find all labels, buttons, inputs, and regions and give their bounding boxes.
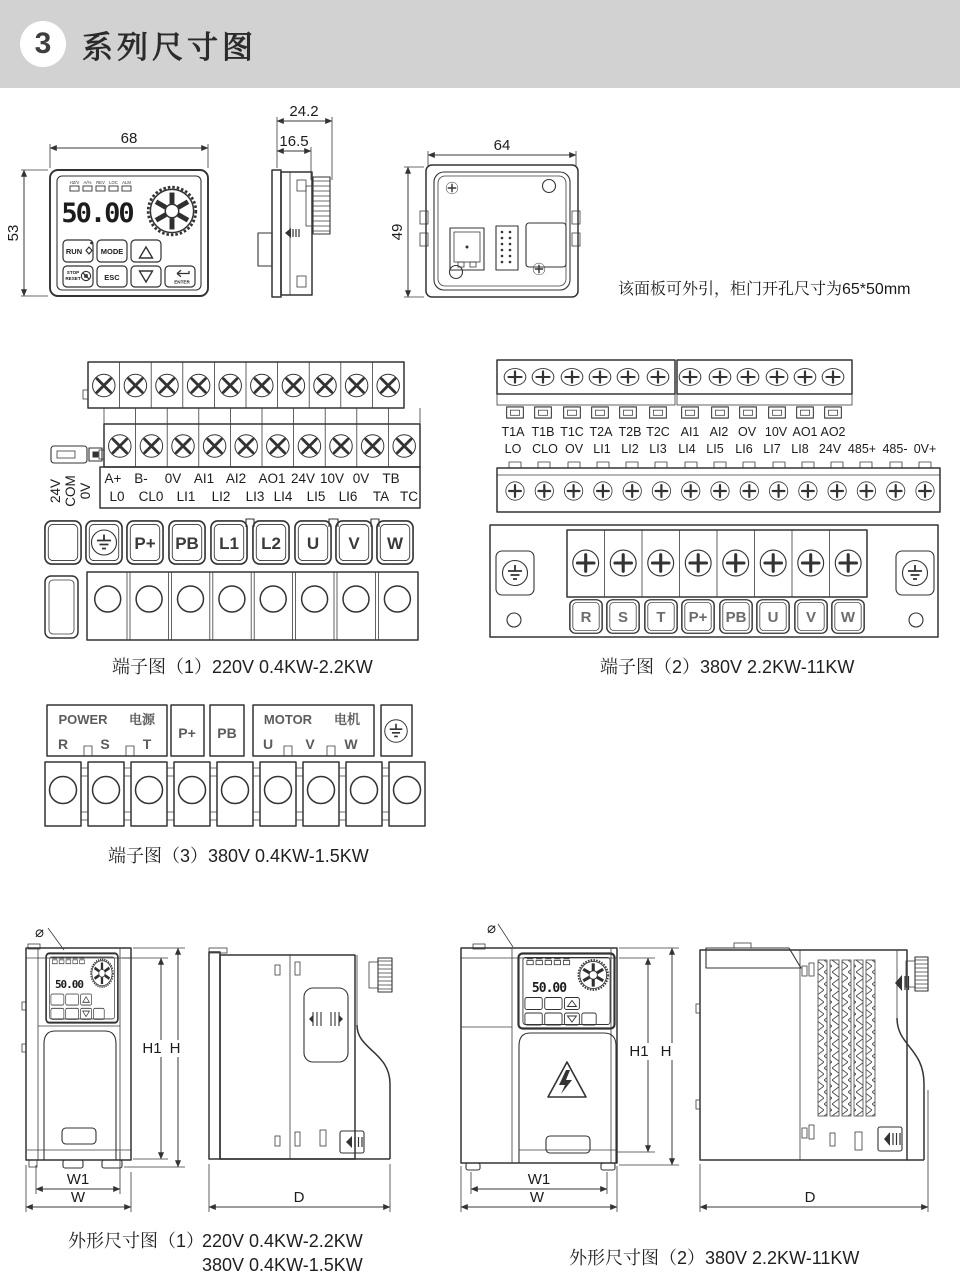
run-button-label: RUN	[65, 247, 83, 256]
svg-text:OV: OV	[737, 425, 757, 439]
dim-h	[124, 948, 186, 1167]
dim-w1	[36, 1152, 120, 1194]
svg-text:AO2: AO2	[820, 425, 846, 439]
svg-text:U: U	[767, 609, 779, 626]
dim-label-16-5: 16.5	[279, 133, 309, 150]
warning-triangle-icon	[548, 1062, 586, 1097]
outline1-spec1: 220V 0.4KW-2.2KW	[202, 1231, 363, 1251]
dim-h1	[122, 958, 168, 1159]
svg-text:485+: 485+	[847, 442, 877, 456]
svg-text:0V: 0V	[164, 471, 182, 486]
svg-text:T2C: T2C	[646, 425, 670, 439]
dim-back-height-49	[389, 167, 424, 297]
ground-icon	[503, 561, 528, 586]
control-terminal-labels-row2	[109, 489, 418, 504]
svg-text:AI2: AI2	[225, 471, 247, 486]
mount-screw-callout	[28, 924, 64, 950]
svg-text:R: R	[57, 736, 69, 752]
stop-button-label: STOP	[66, 270, 80, 275]
svg-text:B-: B-	[134, 471, 148, 486]
svg-text:CLO: CLO	[532, 442, 558, 456]
svg-text:0V+: 0V+	[913, 442, 937, 456]
control-terminal-labels-row1	[502, 425, 846, 439]
svg-text:LI4: LI4	[273, 489, 293, 504]
svg-text:S: S	[617, 609, 629, 626]
svg-text:AO1: AO1	[258, 471, 286, 486]
svg-text:AI1: AI1	[680, 425, 700, 439]
terminal2-caption: 端子图（2）380V 2.2KW-11KW	[600, 657, 855, 677]
svg-text:T: T	[142, 736, 152, 752]
svg-text:W1: W1	[66, 1171, 90, 1188]
outline-figure-1	[22, 924, 392, 1275]
potentiometer-knob-icon	[148, 187, 196, 235]
down-arrow-icon	[140, 271, 153, 282]
svg-text:W: W	[529, 1189, 545, 1206]
mount-screw-icon	[533, 263, 545, 275]
keypad-back-view	[389, 137, 580, 297]
svg-text:TB: TB	[382, 471, 400, 486]
mount-screw-icon	[446, 182, 458, 194]
svg-text:L2: L2	[261, 534, 281, 553]
svg-text:OV: OV	[564, 442, 584, 456]
keypad-front-view	[5, 130, 208, 296]
enter-button-label: ENTER	[174, 279, 190, 285]
svg-text:T1C: T1C	[560, 425, 584, 439]
motor-group-label-cn: 电机	[333, 712, 361, 727]
side-knob-icon	[306, 177, 330, 234]
outline1-caption: 外形尺寸图（1）	[68, 1231, 205, 1251]
release-latch-icon	[878, 1127, 902, 1151]
screw-diameter-symbol: ⌀	[35, 924, 45, 941]
indicator-label: HZ/V	[69, 180, 80, 185]
svg-text:V: V	[805, 609, 817, 626]
mode-button-label: MODE	[100, 247, 124, 256]
power-group-label: POWER	[58, 712, 108, 727]
svg-text:TA: TA	[372, 489, 390, 504]
svg-text:24V: 24V	[290, 471, 316, 486]
svg-text:H: H	[169, 1040, 181, 1057]
side-view	[209, 948, 392, 1159]
svg-text:TC: TC	[400, 489, 418, 504]
svg-text:LI3: LI3	[245, 489, 265, 504]
dim-height-53	[5, 170, 48, 296]
svg-text:W1: W1	[527, 1171, 551, 1188]
relay-screw-row	[504, 369, 844, 386]
mount-screw-callout	[473, 920, 513, 949]
indicator-label: LOC	[109, 180, 118, 185]
svg-text:LO: LO	[504, 442, 522, 456]
svg-text:H: H	[660, 1043, 672, 1060]
terminal-diagram-1	[45, 362, 420, 677]
reset-button-label: RESET	[65, 276, 81, 281]
svg-text:T: T	[656, 609, 666, 626]
side-terminal-label: 24V	[48, 478, 63, 504]
pin-header-icon	[496, 226, 518, 270]
side-terminal-label: 0V	[78, 482, 93, 500]
indicator-label: A/%	[83, 180, 92, 185]
power-terminal-block	[490, 525, 938, 637]
run-diamond-icon	[86, 242, 93, 254]
ground-icon	[92, 530, 117, 555]
control-terminal-labels-row2	[505, 442, 937, 456]
outline1-spec2: 380V 0.4KW-1.5KW	[202, 1255, 363, 1275]
power-screw-row	[45, 572, 418, 640]
svg-text:LI7: LI7	[763, 442, 781, 456]
svg-text:T1B: T1B	[531, 425, 555, 439]
svg-text:AO1: AO1	[792, 425, 818, 439]
esc-button-label: ESC	[104, 273, 120, 282]
power-terminal-boxes	[45, 519, 413, 564]
dim-label-68: 68	[120, 130, 138, 147]
svg-text:PB: PB	[725, 609, 747, 626]
svg-text:AI1: AI1	[193, 471, 215, 486]
svg-text:LI6: LI6	[735, 442, 753, 456]
indicator-label: REV	[96, 180, 105, 185]
screw-cell-row	[45, 762, 425, 826]
svg-text:10V: 10V	[764, 425, 788, 439]
svg-text:PB: PB	[217, 725, 237, 741]
keypad-side-view	[258, 103, 332, 297]
dim-label-49: 49	[389, 223, 406, 241]
svg-text:L1: L1	[219, 534, 239, 553]
svg-text:LI2: LI2	[621, 442, 639, 456]
outline2-spec1: 380V 2.2KW-11KW	[705, 1248, 860, 1268]
svg-text:LI1: LI1	[593, 442, 611, 456]
svg-text:LI5: LI5	[706, 442, 724, 456]
svg-text:LI8: LI8	[791, 442, 809, 456]
control-screw-strip	[497, 462, 940, 512]
power-group-label-cn: 电源	[128, 712, 156, 727]
svg-text:U: U	[262, 736, 274, 752]
svg-text:T1A: T1A	[501, 425, 525, 439]
indicator-label: ALM	[122, 180, 131, 185]
side-knob-icon	[369, 958, 392, 992]
svg-text:LI5: LI5	[306, 489, 326, 504]
dim-depth-16-5	[277, 133, 311, 180]
outline-figure-2	[461, 920, 928, 1268]
side-view	[696, 943, 928, 1160]
svg-text:W: W	[344, 736, 358, 752]
front-view	[22, 948, 131, 1168]
dim-d	[209, 1164, 390, 1212]
section-number: 3	[34, 27, 52, 60]
dim-width-68	[50, 130, 208, 168]
heatsink-fins-icon	[818, 960, 875, 1116]
svg-text:10V: 10V	[319, 471, 345, 486]
svg-text:LI4: LI4	[678, 442, 696, 456]
enter-arrow-icon	[177, 270, 189, 276]
screw-diameter-symbol: ⌀	[487, 920, 497, 937]
svg-text:AI2: AI2	[709, 425, 729, 439]
release-latch-icon	[285, 228, 299, 238]
up-arrow-icon	[140, 247, 153, 258]
mini-display-value: 50.00	[531, 981, 567, 996]
svg-text:R: R	[580, 609, 592, 626]
mini-display-value: 50.00	[54, 978, 84, 991]
dim-label-53: 53	[5, 224, 22, 242]
svg-text:T2B: T2B	[618, 425, 642, 439]
svg-text:W: W	[386, 534, 404, 553]
dim-h1	[617, 958, 655, 1152]
release-latch-icon	[340, 1131, 364, 1153]
grip-marks-icon	[309, 1012, 343, 1026]
svg-text:D: D	[293, 1189, 305, 1206]
svg-text:D: D	[804, 1189, 816, 1206]
svg-text:CL0: CL0	[138, 489, 164, 504]
motor-group-label: MOTOR	[263, 712, 313, 727]
terminal-diagram-2	[490, 360, 940, 677]
dim-back-width-64	[428, 137, 576, 166]
svg-text:P+: P+	[688, 609, 708, 626]
control-terminal-labels-row1	[105, 471, 400, 486]
svg-text:PB: PB	[175, 534, 199, 553]
side-knob-icon	[906, 957, 928, 991]
display-value: 50.00	[61, 198, 133, 229]
svg-text:V: V	[348, 534, 360, 553]
svg-text:24V: 24V	[818, 442, 842, 456]
rj45-port-icon	[450, 228, 484, 270]
ground-icon	[385, 720, 408, 743]
jumper-block-icon	[51, 446, 102, 463]
svg-text:0V: 0V	[352, 471, 370, 486]
status-indicator-leds	[70, 180, 132, 191]
svg-text:P+: P+	[178, 725, 196, 741]
page-title: 系列尺寸图	[82, 29, 257, 65]
keypad-buttons	[63, 240, 195, 287]
panel-note: 该面板可外引，柜门开孔尺寸为65*50mm	[618, 281, 911, 298]
svg-text:L0: L0	[109, 489, 125, 504]
svg-text:LI6: LI6	[338, 489, 358, 504]
svg-text:H1: H1	[629, 1043, 649, 1060]
svg-text:U: U	[306, 534, 320, 553]
svg-text:LI2: LI2	[211, 489, 231, 504]
svg-text:P+: P+	[134, 534, 156, 553]
svg-text:W: W	[840, 609, 856, 626]
outline2-caption: 外形尺寸图（2）	[569, 1248, 706, 1268]
svg-text:T2A: T2A	[589, 425, 613, 439]
svg-text:W: W	[70, 1189, 86, 1206]
svg-text:485-: 485-	[882, 442, 908, 456]
dim-label-64: 64	[493, 137, 511, 154]
side-terminal-label: COM	[63, 475, 78, 507]
stop-icon	[81, 271, 90, 280]
wire-clamp-row	[507, 407, 842, 418]
ground-icon	[903, 561, 928, 586]
terminal-diagram-3	[45, 705, 425, 866]
svg-text:A+: A+	[104, 471, 122, 486]
svg-text:V: V	[305, 736, 315, 752]
terminal1-caption: 端子图（1）220V 0.4KW-2.2KW	[112, 657, 373, 677]
front-view	[461, 948, 617, 1170]
terminal3-caption: 端子图（3）380V 0.4KW-1.5KW	[108, 846, 369, 866]
svg-text:H1: H1	[142, 1040, 162, 1057]
svg-text:LI3: LI3	[649, 442, 667, 456]
svg-text:S: S	[100, 736, 110, 752]
dim-label-24-2: 24.2	[289, 103, 319, 120]
svg-text:LI1: LI1	[176, 489, 196, 504]
